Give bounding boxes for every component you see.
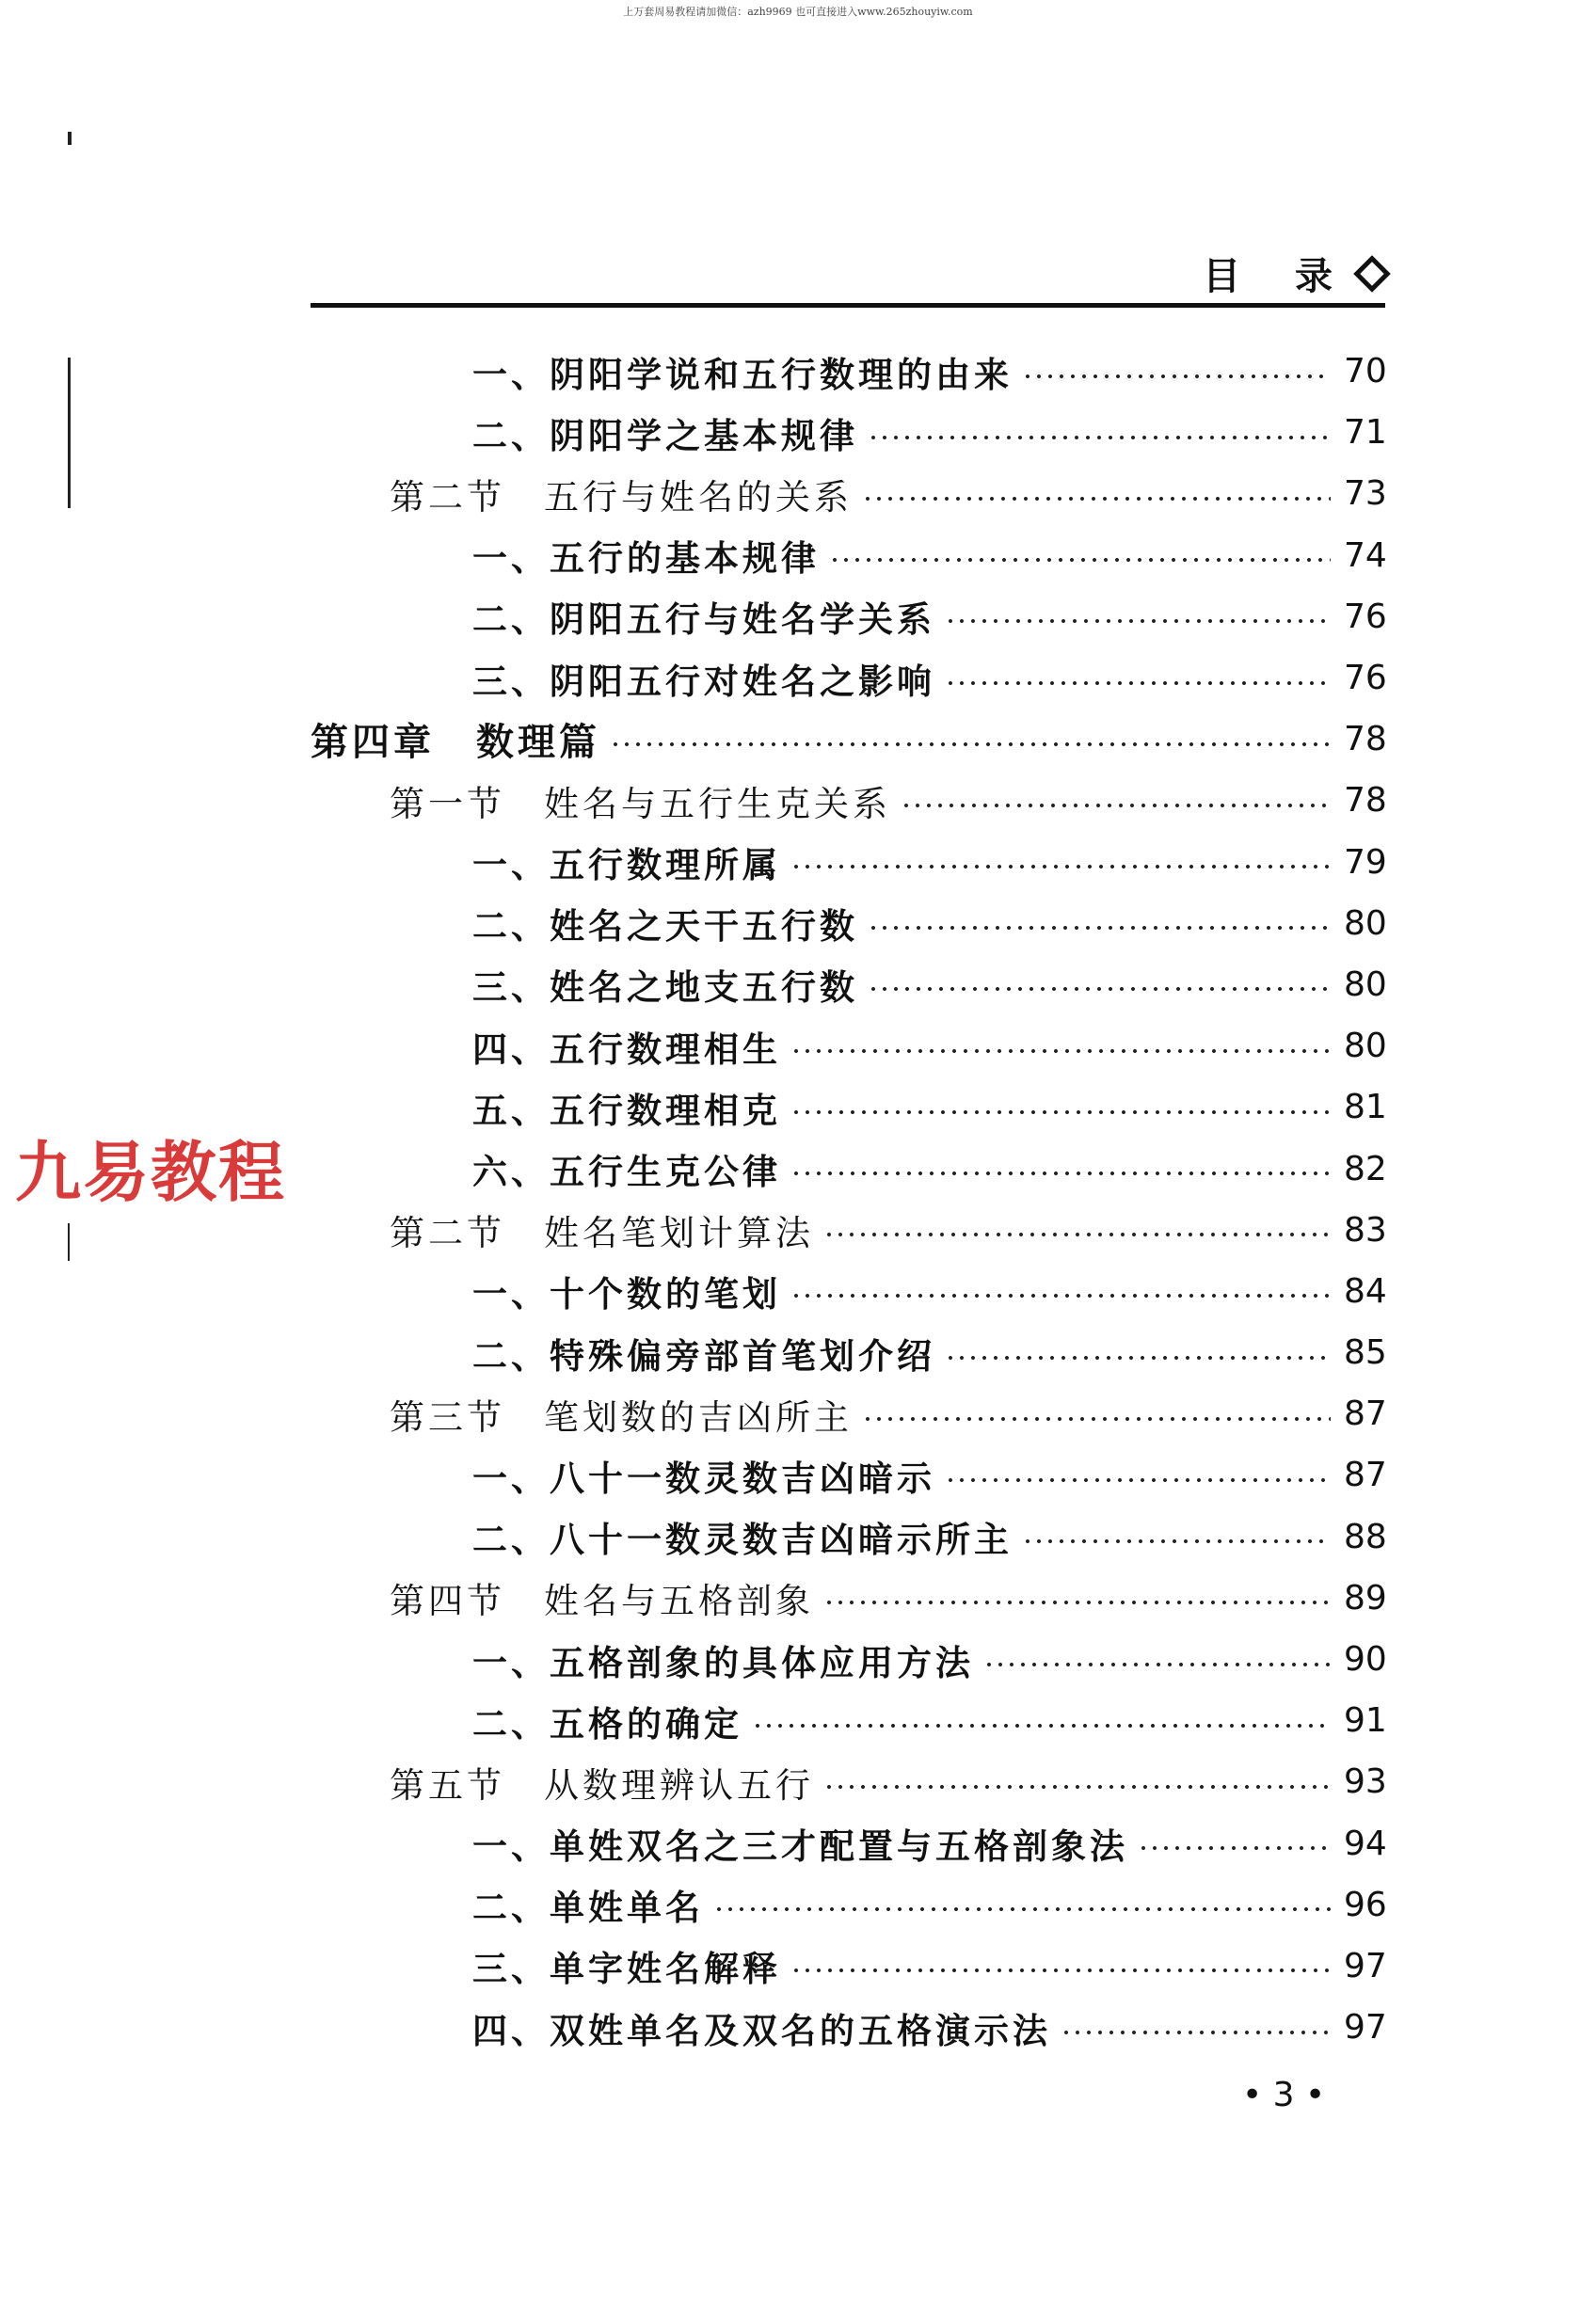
toc-entry-title: 二、单姓单名 — [472, 1887, 704, 1929]
toc-entry — [311, 1444, 1385, 1506]
toc-entry-title: 二、阴阳学之基本规律 — [472, 414, 858, 456]
toc-entry — [311, 832, 1385, 893]
toc-entry-page: 76 — [1344, 597, 1387, 636]
toc-entry — [311, 1138, 1385, 1199]
toc-entry-page: 89 — [1344, 1578, 1387, 1618]
toc-entry-page: 73 — [1344, 474, 1387, 514]
scan-mark — [68, 1223, 70, 1261]
toc-entry-page: 94 — [1344, 1824, 1387, 1863]
dot-leader — [790, 1291, 1331, 1300]
toc-entry — [311, 525, 1385, 586]
toc-entry-page: 88 — [1344, 1517, 1387, 1556]
toc-entry — [311, 1506, 1385, 1568]
toc-entry — [311, 1751, 1385, 1812]
toc-entry-page: 96 — [1344, 1885, 1387, 1924]
toc-entry — [311, 1015, 1385, 1076]
toc-entry-title: 五、五行数理相克 — [472, 1089, 781, 1131]
dot-leader — [945, 1353, 1331, 1363]
toc-entry-page: 87 — [1344, 1456, 1387, 1495]
toc-entry-page: 87 — [1344, 1395, 1387, 1434]
toc-entry-title: 二、五格的确定 — [472, 1702, 742, 1745]
dot-leader — [790, 1046, 1331, 1056]
dot-leader — [1061, 2028, 1331, 2037]
toc-entry — [311, 1874, 1385, 1936]
toc-entry-page: 71 — [1344, 413, 1387, 453]
toc-entry — [311, 893, 1385, 954]
dot-leader — [862, 1414, 1331, 1424]
toc-entry — [311, 1200, 1385, 1261]
toc-entry-page: 84 — [1344, 1271, 1387, 1311]
toc-entry — [311, 647, 1385, 709]
toc-entry-page: 83 — [1344, 1210, 1387, 1250]
toc-entry-title: 三、姓名之地支五行数 — [472, 966, 858, 1009]
toc-entry — [311, 1690, 1385, 1751]
toc-entry-title: 二、八十一数灵数吉凶暗示所主 — [472, 1519, 1013, 1561]
dot-leader — [945, 678, 1331, 688]
dot-leader — [1022, 1537, 1331, 1546]
toc-entry-page: 80 — [1344, 1027, 1387, 1066]
toc-entry-title: 第五节 从数理辨认五行 — [390, 1764, 814, 1806]
dot-leader — [823, 1230, 1331, 1239]
dot-leader — [945, 1475, 1331, 1485]
toc-entry-page: 91 — [1344, 1701, 1387, 1741]
toc-entry-title: 一、五行数理所属 — [472, 844, 781, 886]
dot-leader — [713, 1905, 1331, 1914]
toc-entry-page: 90 — [1344, 1640, 1387, 1680]
page-number: • 3 • — [1242, 2076, 1326, 2114]
toc-entry-title: 第四章 数理篇 — [311, 720, 600, 765]
toc-entry-title: 三、阴阳五行对姓名之影响 — [472, 660, 935, 702]
dot-leader — [862, 494, 1331, 503]
toc-entry — [311, 1076, 1385, 1138]
toc-entry — [311, 1936, 1385, 1997]
toc-entry-page: 85 — [1344, 1333, 1387, 1373]
toc-entry-title: 四、双姓单名及双名的五格演示法 — [472, 2009, 1051, 2051]
toc-entry-title: 二、特殊偏旁部首笔划介绍 — [472, 1334, 935, 1377]
dot-leader — [901, 801, 1331, 810]
toc-entry-title: 一、十个数的笔划 — [472, 1273, 781, 1315]
toc-entry-title: 第一节 姓名与五行生克关系 — [390, 783, 891, 824]
diamond-outline-icon — [1353, 255, 1391, 293]
dot-leader — [829, 555, 1331, 565]
toc-entry-page: 80 — [1344, 903, 1387, 943]
toc-entry-title: 第二节 五行与姓名的关系 — [390, 476, 853, 518]
toc-entry-title: 三、单字姓名解释 — [472, 1948, 781, 1990]
dot-leader — [1138, 1843, 1331, 1853]
toc-entry — [311, 402, 1385, 463]
toc-entry-title: 一、阴阳学说和五行数理的由来 — [472, 353, 1013, 395]
toc-entry-page: 76 — [1344, 659, 1387, 698]
dot-leader — [868, 923, 1331, 932]
toc-entry — [311, 463, 1385, 524]
toc-entry-page: 74 — [1344, 535, 1387, 575]
toc-entry — [311, 1813, 1385, 1874]
dot-leader — [983, 1660, 1331, 1669]
watermark: 九易教程 — [15, 1134, 286, 1211]
dot-leader — [823, 1782, 1331, 1792]
toc-entry-title: 第四节 姓名与五格剖象 — [390, 1581, 814, 1622]
toc-header — [1203, 247, 1385, 300]
toc-entry-title: 一、五格剖象的具体应用方法 — [472, 1641, 974, 1683]
toc-entry-page: 80 — [1344, 964, 1387, 1004]
toc-entry-page: 97 — [1344, 2008, 1387, 2048]
dot-leader — [945, 616, 1331, 626]
toc-entry — [311, 1568, 1385, 1629]
toc-entry — [311, 1997, 1385, 2058]
scan-mark — [68, 358, 71, 508]
dot-leader — [790, 1169, 1331, 1178]
toc-entry-title: 四、五行数理相生 — [472, 1028, 781, 1070]
toc-entry — [311, 586, 1385, 647]
toc-entry-page: 93 — [1344, 1762, 1387, 1802]
toc-entry-page: 70 — [1344, 352, 1387, 391]
dot-leader — [823, 1598, 1331, 1607]
toc-entry — [311, 709, 1385, 770]
toc-entry-title: 一、八十一数灵数吉凶暗示 — [472, 1457, 935, 1499]
header-rule — [311, 303, 1385, 308]
toc-entry-page: 81 — [1344, 1088, 1387, 1127]
toc-entry-title: 第二节 姓名笔划计算法 — [390, 1213, 814, 1254]
top-banner: 上万套周易教程请加微信：azh9969 也可直接进入www.265zhouyiw.com — [623, 6, 973, 18]
dot-leader — [752, 1721, 1331, 1730]
toc-entry — [311, 770, 1385, 831]
table-of-contents — [311, 341, 1385, 2058]
scan-mark — [68, 132, 72, 145]
dot-leader — [1022, 372, 1331, 381]
toc-entry-page: 97 — [1344, 1946, 1387, 1985]
dot-leader — [790, 1966, 1331, 1975]
dot-leader — [790, 1108, 1331, 1117]
toc-entry-title: 第三节 笔划数的吉凶所主 — [390, 1396, 853, 1438]
toc-entry — [311, 341, 1385, 402]
dot-leader — [610, 740, 1331, 749]
toc-entry — [311, 954, 1385, 1015]
toc-entry-title: 一、五行的基本规律 — [472, 537, 820, 580]
dot-leader — [790, 862, 1331, 871]
toc-entry — [311, 1383, 1385, 1444]
toc-entry-page: 82 — [1344, 1149, 1387, 1188]
toc-entry — [311, 1322, 1385, 1383]
toc-entry — [311, 1261, 1385, 1322]
toc-entry-page: 78 — [1344, 781, 1387, 821]
toc-entry-title: 六、五行生克公律 — [472, 1151, 781, 1193]
toc-entry-title: 二、阴阳五行与姓名学关系 — [472, 598, 935, 641]
toc-entry-page: 78 — [1344, 720, 1387, 759]
dot-leader — [868, 433, 1331, 442]
toc-entry-title: 一、单姓双名之三才配置与五格剖象法 — [472, 1825, 1128, 1868]
header-title: 目 录 — [1203, 254, 1353, 298]
dot-leader — [868, 984, 1331, 994]
toc-entry — [311, 1629, 1385, 1690]
toc-entry-page: 79 — [1344, 842, 1387, 882]
toc-entry-title: 二、姓名之天干五行数 — [472, 905, 858, 948]
